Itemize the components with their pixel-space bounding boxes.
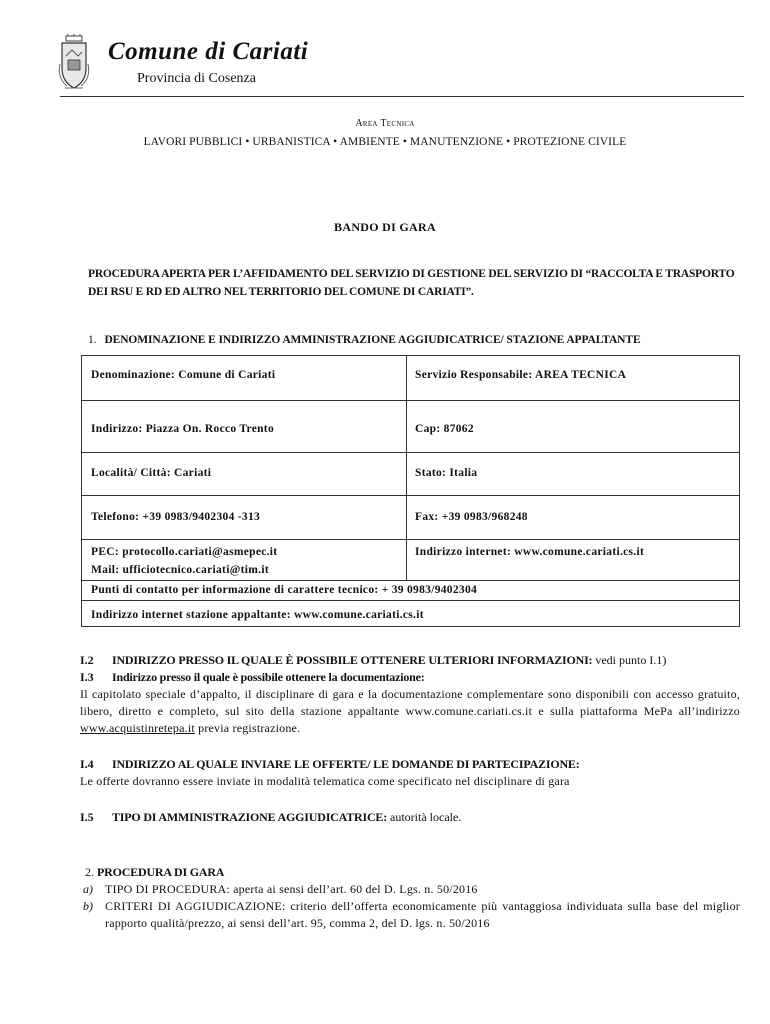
table-row-divider: [82, 495, 739, 496]
table-row-divider: [82, 539, 739, 540]
info-table: [81, 355, 740, 627]
section-i3-text-end: previa registrazione.: [194, 721, 301, 735]
section-i5-text: autorità locale.: [387, 810, 462, 824]
bando-title: BANDO DI GARA: [334, 220, 436, 234]
table-cell-mail: Mail: ufficiotecnico.cariati@tim.it: [91, 564, 269, 576]
table-cell-denominazione: Denominazione: Comune di Cariati: [91, 369, 276, 381]
section-2-item-a-letter: a): [83, 882, 93, 896]
area-subtitle: LAVORI PUBBLICI • URBANISTICA • AMBIENTE • MANUTENZIONE • PROTEZIONE CIVILE: [143, 136, 627, 148]
section-i3-number: I.3: [80, 670, 94, 684]
section-i3-text: Il capitolato speciale d’appalto, il disciplinare di gara e la documentazione complementare sono disponibili con accesso gratuito, libero, diretto e completo, sul sito della stazione appaltante www.comune.cariati.cs.it e sulla piattaforma MePa all’indirizzo: [80, 687, 740, 718]
section-i5: [80, 809, 740, 826]
table-cell-telefono: Telefono: +39 0983/9402304 -313: [91, 511, 261, 523]
section-1-number: 1.: [88, 334, 97, 346]
comune-title: Comune di Cariati: [108, 38, 309, 65]
acquistinretepa-link[interactable]: www.acquistinretepa.it: [80, 721, 195, 735]
section-i3: [80, 669, 740, 737]
area-title: Area Tecnica: [355, 118, 415, 129]
section-i5-number: I.5: [80, 810, 94, 824]
section-i2: [80, 652, 740, 669]
table-row-divider: [82, 400, 739, 401]
section-1-heading: [88, 334, 641, 346]
table-cell-indirizzo-stazione: Indirizzo internet stazione appaltante: www.comune.cariati.cs.it: [91, 609, 424, 621]
section-i2-text: vedi punto I.1): [592, 653, 667, 667]
section-2-title: PROCEDURA DI GARA: [97, 865, 225, 879]
table-row-divider: [82, 452, 739, 453]
section-i3-paragraph: [80, 686, 740, 737]
table-row-divider: [82, 600, 739, 601]
section-i4-text: Le offerte dovranno essere inviate in modalità telematica come specificato nel disciplinare di gara: [80, 774, 570, 788]
section-2-item-b-text: CRITERI DI AGGIUDICAZIONE: criterio dell’offerta economicamente più vantaggiosa individuata sulla base del miglior rapporto qualità/prezzo, ai sensi dell’art. 95, comma 2, del D. lgs. n. 50/2016: [105, 899, 740, 930]
section-i2-number: I.2: [80, 653, 94, 667]
section-2-item-b: [80, 898, 740, 932]
table-cell-internet: Indirizzo internet: www.comune.cariati.cs.it: [415, 546, 645, 558]
header-divider: [60, 96, 744, 97]
section-2-item-a-text: TIPO DI PROCEDURA: aperta ai sensi dell’art. 60 del D. Lgs. n. 50/2016: [105, 882, 478, 896]
section-1-title: DENOMINAZIONE E INDIRIZZO AMMINISTRAZIONE AGGIUDICATRICE/ STAZIONE APPALTANTE: [104, 334, 641, 346]
table-cell-localita: Località/ Città: Cariati: [91, 467, 212, 479]
section-i5-heading: TIPO DI AMMINISTRAZIONE AGGIUDICATRICE:: [112, 810, 388, 824]
section-2: [80, 864, 740, 932]
section-i4: [80, 756, 740, 790]
procedura-description: PROCEDURA APERTA PER L’AFFIDAMENTO DEL SERVIZIO DI GESTIONE DEL SERVIZIO DI “RACCOLTA E TRASPORTO DEI RSU E RD ED ALTRO NEL TERRITORIO DEL COMUNE DI CARIATI”.: [88, 268, 735, 298]
table-cell-servizio: Servizio Responsabile: AREA TECNICA: [415, 369, 627, 381]
provincia-label: Provincia di Cosenza: [137, 71, 256, 86]
coat-of-arms-icon: [57, 34, 91, 92]
section-i3-heading: Indirizzo presso il quale è possibile ottenere la documentazione:: [112, 670, 425, 684]
table-cell-fax: Fax: +39 0983/968248: [415, 511, 528, 523]
table-cell-cap: Cap: 87062: [415, 423, 474, 435]
section-i2-heading: INDIRIZZO PRESSO IL QUALE È POSSIBILE OTTENERE ULTERIORI INFORMAZIONI:: [112, 653, 593, 667]
section-2-item-b-letter: b): [83, 899, 93, 913]
section-2-item-a: [80, 881, 740, 898]
table-row-divider: [82, 580, 739, 581]
table-cell-stato: Stato: Italia: [415, 467, 478, 479]
table-cell-indirizzo: Indirizzo: Piazza On. Rocco Trento: [91, 423, 274, 435]
table-cell-pec: PEC: protocollo.cariati@asmepec.it: [91, 546, 278, 558]
section-2-number: 2.: [85, 865, 94, 879]
section-i4-number: I.4: [80, 757, 94, 771]
section-i4-heading: INDIRIZZO AL QUALE INVIARE LE OFFERTE/ LE DOMANDE DI PARTECIPAZIONE:: [112, 757, 580, 771]
table-cell-punti-contatto: Punti di contatto per informazione di carattere tecnico: + 39 0983/9402304: [91, 584, 478, 596]
